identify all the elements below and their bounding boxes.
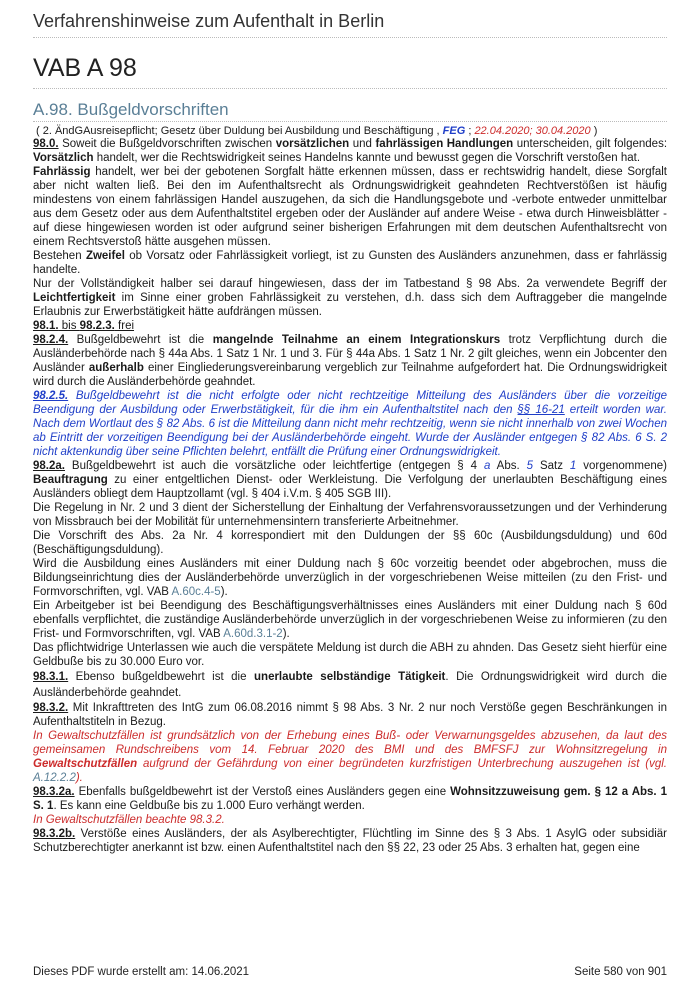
cross-reference-link[interactable]: A.60d.3.1-2 [223,628,283,640]
document-page [33,0,667,855]
text: . Es kann eine Geldbuße bis zu 1.000 Euro verhängt werden. [53,800,365,812]
bold-term: Gewaltschutzfällen [33,758,138,770]
text: Wird die Ausbildung eines Ausländers mit einer Duldung nach § 60c vorzeitig beendet oder abgebrochen, muss die Bildungseinrichtung dies der Ausländerbehörde unverzüglich in der vorgeschriebenen Weise mitteilen (zu den Frist- und Formvorschriften, vgl. VAB [33,558,667,598]
text: zu einer entgeltlichen Dienst- oder Werkleistung. Die Verfolgung der unerlaubten Beschäftigung eines Ausländers obliegt dem Hauptzollamt (vgl. § 404 i.V.m. § 405 SGB III). [33,474,667,500]
text: handelt, wer bei der gebotenen Sorgfalt hätte erkennen müssen, dass er rechtswidrig handelt, diese Sorgfalt aber nicht walten ließ. Bei den im Aufenthaltsrecht als Ordnungswidrigkeit geahndeten Rechtverstößen ist häufig mindestens von einem fahrlässigen Handel auszugehen, da sich die Handlungsgebote und -verbote entweder unmittelbar aus dem Gesetz oder aus dem Aufenthaltstitel ergeben oder der Ausländer auf andere Weise - etwa durch Hinweisblätter - auf diese hingewiesen worden ist oder aufgrund seiner bisherigen Erfahrungen mit dem deutschen Aufenthaltsrecht von einem Rechtsverstoß hätte ausgehen müssen. [33,166,667,248]
text: In Gewaltschutzfällen ist grundsätzlich von der Erhebung eines Buß- oder Verwarnungsgeldes abzusehen, da laut des gemeinsamen Rundschreibens vom 14. Februar 2020 des BMI und des BMFSFJ zur Wohnsitzregelung in [33,730,667,756]
section-ref-98-0[interactable]: 98.0. [33,138,59,150]
text: Verstöße eines Ausländers, der als Asylberechtigter, Flüchtling im Sinne des § 3 Abs. 1 AsylG oder subsidiär Schutzberechtigter anerkannt ist bzw. einen Aufenthaltstitel nach den §§ 22, 23 oder 25 Abs. 3 erhalten hat, gegen eine [33,828,667,854]
bold-term: außerhalb [88,362,144,374]
bold-term: Vorsätzlich [33,152,94,164]
document-body [33,137,667,855]
text: . Die Ordnungswidrigkeit wird durch die Ausländerbehörde geahndet. [33,671,668,699]
section-ref-98-1[interactable]: 98.1. [33,320,59,332]
text: vorgenommene) [576,460,667,472]
footer-created-date: Dieses PDF wurde erstellt am: 14.06.2021 [33,966,250,978]
section-ref-98-2-4[interactable]: 98.2.4. [33,334,69,346]
section-ref-98-3-2[interactable]: 98.3.2. [33,702,69,714]
page-footer [33,966,667,978]
text: Nur der Vollständigkeit halber sei darauf hingewiesen, dass der im Tatbestand § 98 Abs. 2a verwendete Begriff der [33,278,667,290]
text: Ein Arbeitgeber ist bei Beendigung des Beschäftigungsverhältnisses eines Ausländers mit einer Duldung nach § 60d ebenfalls verpflichtet, die zuständige Ausländerbehörde unverzüglich in der vorgeschriebenen Weise zu informieren (zu den Frist- und Formvorschriften, vgl. VAB [33,600,667,640]
text: und [349,138,376,150]
section-heading: A.98. Bußgeldvorschriften [33,100,667,122]
law-link[interactable]: §§ 16-21 [517,404,565,416]
bold-term: fahrlässigen Handlungen [375,138,514,150]
paragraph-98-2a [33,459,667,501]
bold-term: Wohnsitzzuweisung gem. § 12 a Abs. 1 S. 1 [33,786,668,812]
text: handelt, wer die Rechtswidrigkeit seines Handelns kannte und bewusst gegen die Vorschrift verstoßen hat. [93,152,641,164]
source-dates: 22.04.2020; 30.04.2020 [474,125,591,137]
section-ref-98-3-2b[interactable]: 98.3.2b. [33,828,76,840]
source-close: ) [590,125,598,137]
paragraph-98-3-2b [33,827,667,855]
text: Bußgeldbewehrt ist die [68,334,213,346]
inserted-text: a [483,460,491,472]
text: ). [282,628,290,640]
paragraph-98-3-2 [33,701,667,729]
text: Soweit die Bußgeldvorschriften zwischen [58,138,276,150]
bold-term: unerlaubte selbständige Tätigkeit [254,671,446,683]
text: im Sinne einer groben Fahrlässigkeit zu verstehen, d.h. dass sich dem Auftraggeber die mangelnde Erlaubnis zur Erwerbstätigkeit hätte aufdrängen müssen. [33,292,667,318]
text: bis [58,320,80,332]
section-ref-98-3-2a[interactable]: 98.3.2a. [33,786,75,798]
paragraph-98-2a-line4 [33,557,667,599]
paragraph-98-2-5 [33,389,667,459]
text: einer Eingliederungsvereinbarung vergeblich zur Teilnahme aufgefordert hat. Die Ordnungswidrigkeit wird durch die Ausländerbehörde geahndet. [33,362,668,388]
section-ref-98-2-3[interactable]: 98.2.3. [79,320,115,332]
paragraph-zweifel [33,249,667,277]
paragraph-98-1-frei [33,319,667,333]
section-ref-98-3-1[interactable]: 98.3.1. [33,671,69,683]
running-header: Verfahrenshinweise zum Aufenthalt in Berlin [33,11,667,38]
document-title: VAB A 98 [33,54,667,89]
text: aufgrund der Gefährdung von einer begründeten kurzfristigen Unterbrechung auszugehen ist (vgl. [137,758,667,770]
text: frei [114,320,135,332]
source-reference [36,125,667,137]
footer-page-number: Seite 580 von 901 [574,966,667,978]
bold-term: mangelnde Teilnahme an einem Integrationskurs [212,334,501,346]
paragraph-98-0 [33,137,667,165]
cross-reference-link[interactable]: A.12.2.2 [33,772,76,784]
cross-reference-link[interactable]: A.60c.4-5 [171,586,221,598]
text: Bußgeldbewehrt ist die nicht erfolgte oder nicht rechtzeitige Mitteilung des Ausländers über die vorzeitige Beendigung der Ausbildung oder Erwerbstätigkeit, für die ihm ein Aufenthaltstitel nach den [33,390,667,416]
text: Ebenfalls bußgeldbewehrt ist der Verstoß eines Ausländers gegen eine [74,786,451,798]
bold-term: vorsätzlichen [275,138,350,150]
paragraph-98-3-1 [33,669,667,701]
text: Mit Inkrafttreten des IntG zum 06.08.2016 nimmt § 98 Abs. 3 Nr. 2 nur noch Verstöße gegen Beschränkungen in Aufenthaltstiteln in Bezug. [33,702,667,728]
paragraph-98-3-2a [33,785,667,813]
bold-term: Fahrlässig [33,166,91,178]
paragraph-leichtfertigkeit [33,277,667,319]
text: Satz [533,460,570,472]
source-text: ( 2. ÄndGAusreisepflicht; Gesetz über Duldung bei Ausbildung und Beschäftigung , [36,125,443,137]
paragraph-98-2a-line2: Die Regelung in Nr. 2 und 3 dient der Sicherstellung der Einhaltung der Verfahrensvoraussetzungen und der Verhinderung von Missbrauch bei der Mobilität für unternehmensintern transferierte Arbeitnehmer. [33,502,667,528]
paragraph-geldbusse: Das pflichtwidrige Unterlassen wie auch die verspätete Meldung ist durch die ABH zu ahnden. Das Gesetz sieht hierfür eine Geldbuße bis zu 30.000 Euro vor. [33,642,667,668]
section-ref-98-2-5[interactable]: 98.2.5. [33,390,69,402]
text: unterscheiden, gilt folgendes: [513,138,668,150]
bold-term: Beauftragung [33,474,108,486]
bold-term: Zweifel [85,250,125,262]
text: Ebenso bußgeldbewehrt ist die [68,671,255,683]
text: ). [220,586,228,598]
text: Abs. [490,460,527,472]
paragraph-98-2a-line5 [33,599,667,641]
inserted-text: 5 [526,460,534,472]
text: Bestehen [33,250,86,262]
source-separator: ; [465,125,475,137]
text: Bußgeldbewehrt ist auch die vorsätzliche oder leichtfertige (entgegen § 4 [64,460,484,472]
paragraph-98-3-2-gewaltschutz [33,729,667,785]
inserted-text: 1 [569,460,577,472]
text: ). [75,772,83,784]
section-ref-98-2a[interactable]: 98.2a. [33,460,65,472]
paragraph-98-2a-line3: Die Vorschrift des Abs. 2a Nr. 4 korrespondiert mit den Duldungen der §§ 60c (Ausbildungsduldung) und 60d (Beschäftigungsduldung). [33,530,667,556]
text: ob Vorsatz oder Fahrlässigkeit vorliegt, ist zu Gunsten des Ausländers anzunehmen, dass er fahrlässig handelte. [33,250,667,276]
text: trotz Verpflichtung durch die Ausländerbehörde nach § 44a Abs. 1 Satz 1 Nr. 1 und 3. Für § 44a Abs. 1 Satz 1 Nr. 2 gilt gleiches, wenn ein Jobcenter den Ausländer [33,334,667,374]
paragraph-fahrlaessig [33,165,667,249]
paragraph-98-3-2a-note: In Gewaltschutzfällen beachte 98.3.2. [33,814,225,826]
bold-term: Leichtfertigkeit [33,292,116,304]
feg-link[interactable]: FEG [442,125,466,137]
paragraph-98-2-4 [33,333,667,389]
text: erteilt worden war. Nach dem Wortlaut des § 82 Abs. 6 ist die Mitteilung dann nicht mehr rechtzeitig, wenn sie nicht innerhalb von zwei Wochen ab Eintritt der vorzeitigen Beendigung bei der Ausländerbehörde eingeht. Wurde der Ausländer entgegen § 82 Abs. 6 S. 2 nicht aktenkundig über seine Pflichten belehrt, entfällt die Prüfung einer Ordnungswidrigkeit. [33,404,667,458]
